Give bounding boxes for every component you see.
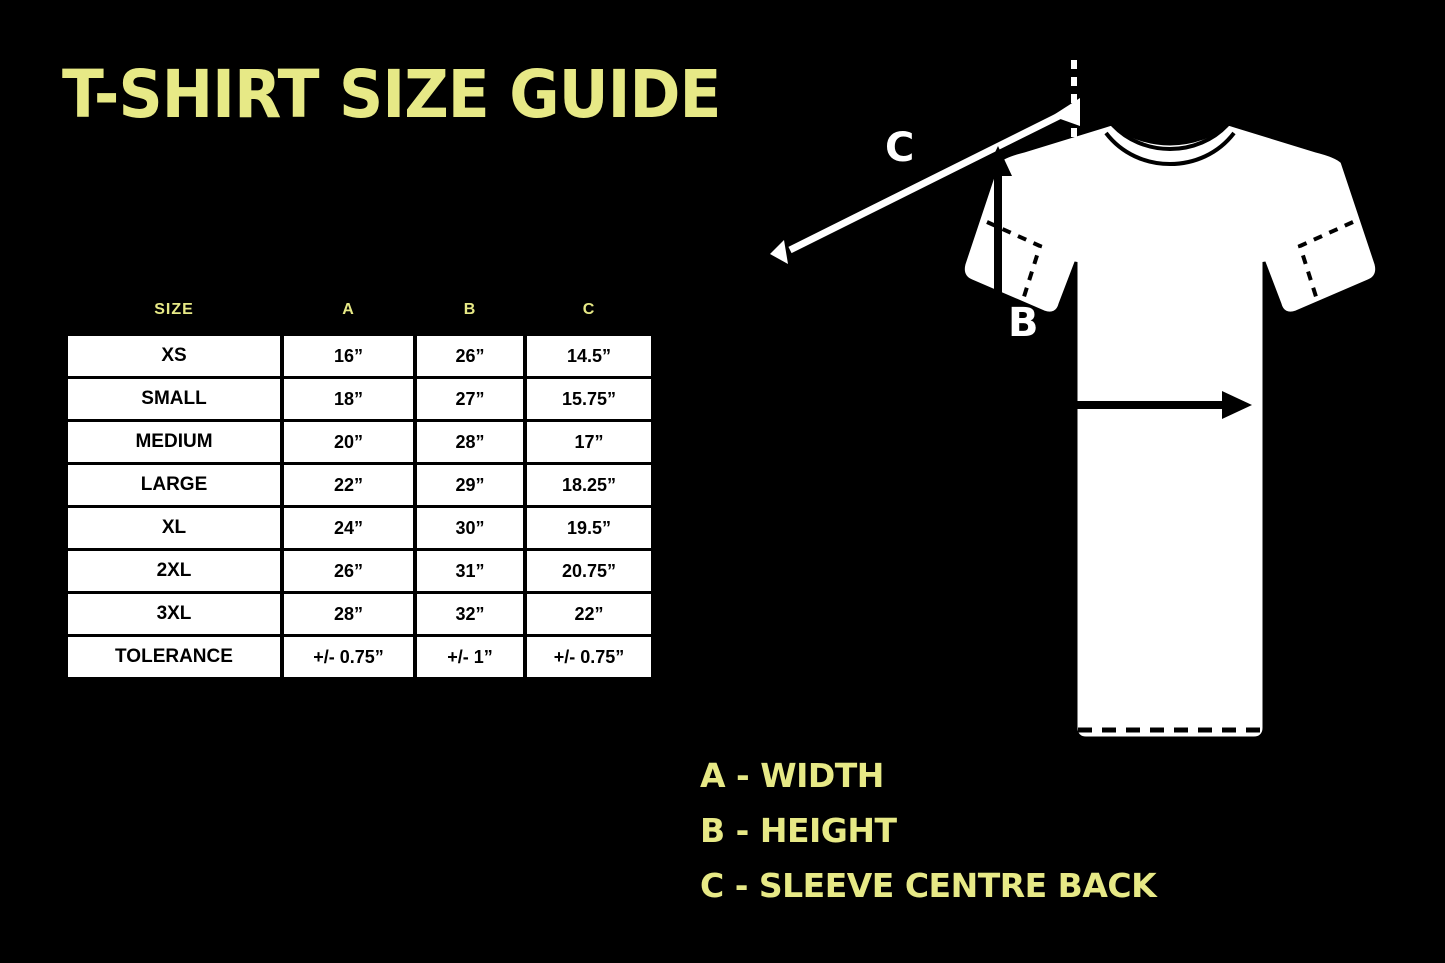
table-row [68,508,651,548]
table-row [68,551,651,591]
table-row [68,379,651,419]
cell-a: +/- 0.75” [284,637,413,677]
cell-c: 22” [527,594,651,634]
table-row [68,465,651,505]
legend-item-width: A - WIDTH [700,756,884,795]
cell-a: 26” [284,551,413,591]
column-header-a: A [342,301,355,318]
cell-size: XS [68,336,280,376]
cell-a: 18” [284,379,413,419]
cell-b: 28” [417,422,523,462]
cell-size: TOLERANCE [68,637,280,677]
cell-b: +/- 1” [417,637,523,677]
cell-size: XL [68,508,280,548]
legend-item-height: B - HEIGHT [700,811,897,850]
legend-item-sleeve: C - SLEEVE CENTRE BACK [700,866,1157,905]
tshirt-illustration-svg [740,40,1420,770]
cell-c: +/- 0.75” [527,637,651,677]
cell-c: 18.25” [527,465,651,505]
cell-c: 19.5” [527,508,651,548]
cell-size: 3XL [68,594,280,634]
table-row [68,336,651,376]
column-header-c: C [582,301,596,318]
cell-b: 26” [417,336,523,376]
cell-a: 22” [284,465,413,505]
cell-a: 24” [284,508,413,548]
cell-b: 29” [417,465,523,505]
cell-c: 14.5” [527,336,651,376]
cell-size: LARGE [68,465,280,505]
diagram-label-c: C [885,125,915,171]
column-header-b: B [463,301,477,318]
cell-a: 28” [284,594,413,634]
table-header-row [68,299,651,333]
table-row [68,422,651,462]
cell-a: 20” [284,422,413,462]
cell-b: 31” [417,551,523,591]
table-row [68,594,651,634]
cell-b: 32” [417,594,523,634]
cell-a: 16” [284,336,413,376]
cell-size: 2XL [68,551,280,591]
cell-c: 15.75” [527,379,651,419]
cell-size: SMALL [68,379,280,419]
table-row-tolerance [68,637,651,677]
page-title: T-SHIRT SIZE GUIDE [62,56,721,133]
column-header-size: SIZE [154,301,194,318]
tshirt-diagram [740,40,1420,770]
diagram-label-a: A [1155,428,1186,474]
diagram-label-b: B [1008,300,1039,346]
cell-b: 27” [417,379,523,419]
cell-size: MEDIUM [68,422,280,462]
legend [700,748,1156,913]
cell-c: 20.75” [527,551,651,591]
cell-c: 17” [527,422,651,462]
size-chart-table [64,296,639,680]
cell-b: 30” [417,508,523,548]
